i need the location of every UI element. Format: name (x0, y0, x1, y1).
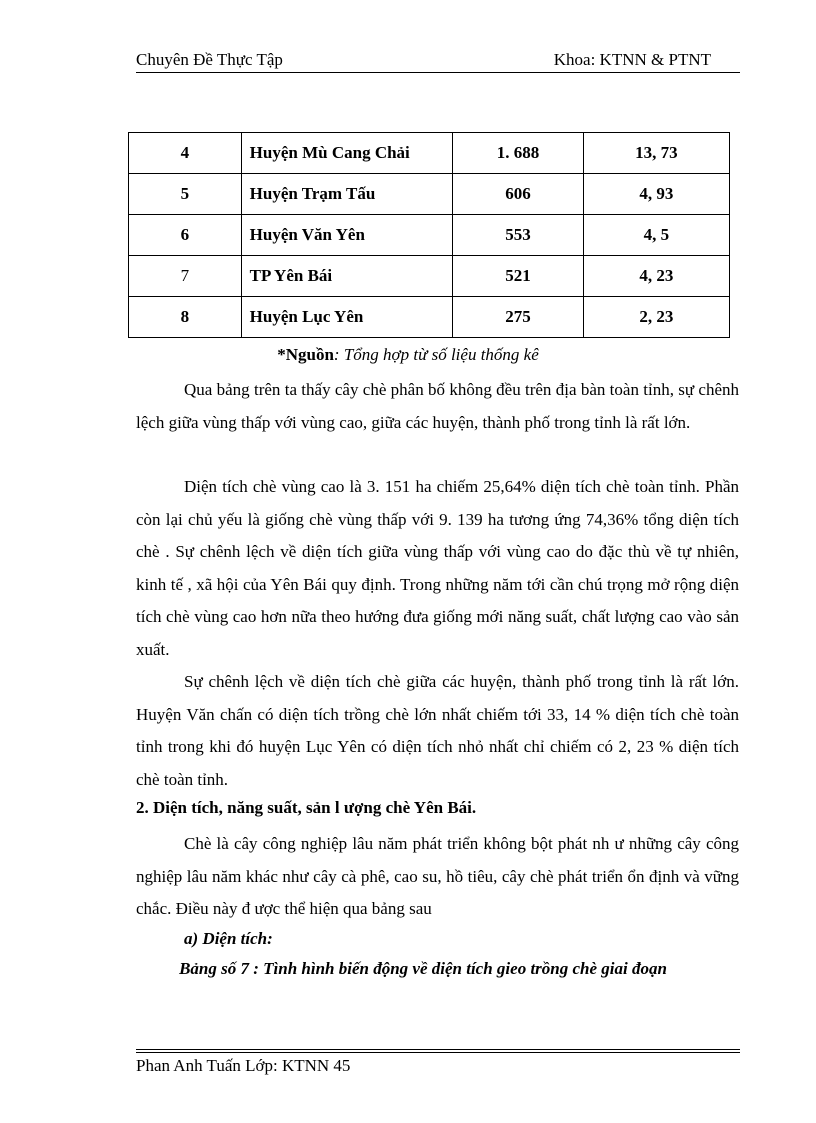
cell-area: 553 (453, 215, 584, 256)
cell-stt: 7 (129, 256, 242, 297)
district-area-table (128, 132, 730, 338)
cell-area: 1. 688 (453, 133, 584, 174)
page-footer: Phan Anh Tuấn Lớp: KTNN 45 (136, 1056, 351, 1075)
table-row (129, 256, 730, 297)
paragraph-text: Sự chênh lệch về diện tích chè giữa các huyện, thành phố trong tỉnh là rất lớn. Huyện Văn chấn có diện tích trồng chè lớn nhất chiếm tới 33, 14 % diện tích chè toàn tỉnh trong khi đó huyện Lục Yên có diện tích nhỏ nhất chỉ chiếm có 2, 23 % diện tích chè toàn tỉnh. (136, 672, 739, 789)
cell-area: 275 (453, 297, 584, 338)
cell-percent: 13, 73 (583, 133, 729, 174)
source-text: : Tổng hợp từ số liệu thống kê (333, 345, 539, 364)
source-label: *Nguồn (277, 345, 334, 364)
table-source-note (0, 345, 816, 365)
paragraph-text: Chè là cây công nghiệp lâu năm phát triển không bột phát nh ư những cây công nghiệp lâu năm khác như cây cà phê, cao su, hồ tiêu, cây chè phát triển ổn định và vững chắc. Điều này đ ược thể hiện qua bảng sau (136, 834, 739, 919)
cell-district: Huyện Trạm Tấu (241, 174, 453, 215)
cell-district: Huyện Văn Yên (241, 215, 453, 256)
cell-stt: 4 (129, 133, 242, 174)
section-heading: 2. Diện tích, năng suất, sản l ượng chè Yên Bái. (136, 798, 477, 817)
sub-heading: a) Diện tích: (184, 929, 273, 948)
table-row (129, 174, 730, 215)
paragraph-3 (136, 666, 739, 796)
paragraph-2 (136, 471, 739, 667)
cell-stt: 8 (129, 297, 242, 338)
paragraph-4 (136, 828, 739, 926)
page-header (136, 50, 739, 72)
cell-stt: 6 (129, 215, 242, 256)
paragraph-text: Diện tích chè vùng cao là 3. 151 ha chiếm 25,64% diện tích chè toàn tỉnh. Phần còn lại chủ yếu là giống chè vùng thấp với 9. 139 ha tương ứng 74,36% tổng diện tích chè . Sự chênh lệch về diện tích giữa vùng thấp với vùng cao do đặc thù về tự nhiên, kinh tế , xã hội của Yên Bái quy định. Trong những năm tới cần chú trọng mở rộng diện tích chè vùng cao hơn nữa theo hướng đưa giống mới năng suất, chất lượng cao vào sản xuất. (136, 477, 739, 659)
cell-area: 606 (453, 174, 584, 215)
table-row (129, 215, 730, 256)
table-row (129, 133, 730, 174)
footer-rule (136, 1049, 740, 1050)
cell-district: TP Yên Bái (241, 256, 453, 297)
cell-percent: 4, 5 (583, 215, 729, 256)
header-title-left: Chuyên Đề Thực Tập (136, 50, 283, 69)
table-caption: Bảng số 7 : Tình hình biến động về diện tích gieo trồng chè giai đoạn (179, 959, 667, 978)
paragraph-1 (136, 374, 739, 439)
cell-stt: 5 (129, 174, 242, 215)
paragraph-text: Qua bảng trên ta thấy cây chè phân bố không đều trên địa bàn toàn tỉnh, sự chênh lệch giữa vùng thấp với vùng cao, giữa các huyện, thành phố trong tỉnh là rất lớn. (136, 380, 739, 432)
header-rule (136, 72, 740, 73)
cell-area: 521 (453, 256, 584, 297)
cell-district: Huyện Mù Cang Chải (241, 133, 453, 174)
cell-percent: 4, 23 (583, 256, 729, 297)
cell-percent: 2, 23 (583, 297, 729, 338)
cell-district: Huyện Lục Yên (241, 297, 453, 338)
footer-rule (136, 1052, 740, 1053)
table-row (129, 297, 730, 338)
header-title-right: Khoa: KTNN & PTNT (553, 50, 711, 69)
cell-percent: 4, 93 (583, 174, 729, 215)
